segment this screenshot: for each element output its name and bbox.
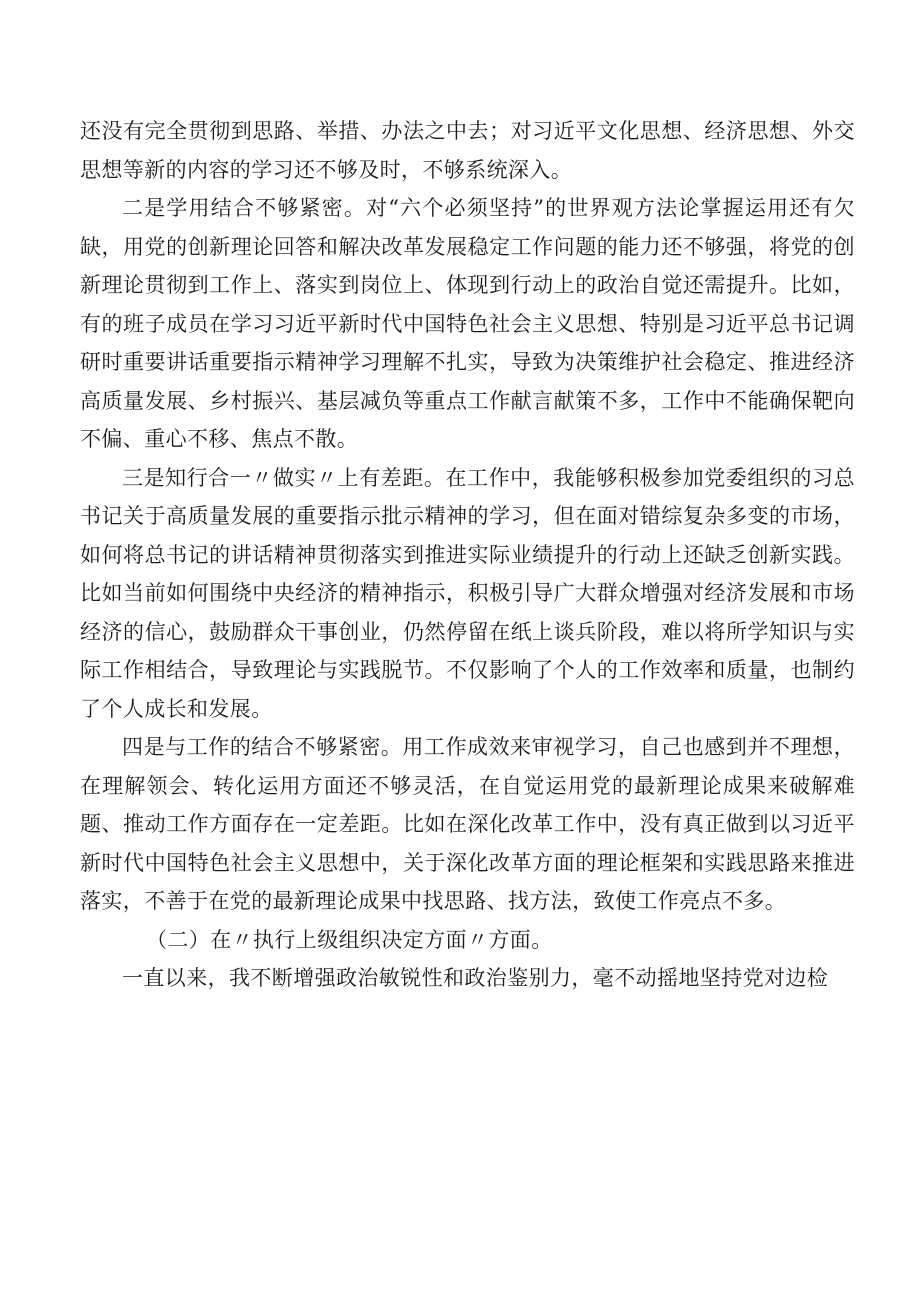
- paragraph-continuation: 还没有完全贯彻到思路、举措、办法之中去；对习近平文化思想、经济思想、外交思想等新的内容的学习还不够及时，不够系统深入。: [80, 119, 855, 182]
- document-page: [80, 112, 855, 998]
- paragraph-section-intro: 一直以来，我不断增强政治敏锐性和政治鉴别力，毫不动摇地坚持党对边检: [122, 966, 829, 990]
- section-subheading: （二）在〃执行上级组织决定方面〃方面。: [146, 927, 553, 952]
- paragraph-point-three: 三是知行合一〃做实〃上有差距。在工作中，我能够积极参加党委组织的习总书记关于高质量发展的重要指示批示精神的学习，但在面对错综复杂多变的市场，如何将总书记的讲话精神贯彻落实到推进实际业绩提升的行动上还缺乏创新实践。比如当前如何围绕中央经济的精神指示，积极引导广大群众增强对经济发展和市场经济的信心，鼓励群众干事创业，仍然停留在纸上谈兵阶段，难以将所学知识与实际工作相结合，导致理论与实践脱节。不仅影响了个人的工作效率和质量，也制约了个人成长和发展。: [80, 465, 855, 721]
- paragraph-point-four: 四是与工作的结合不够紧密。用工作成效来审视学习，自己也感到并不理想，在理解领会、转化运用方面还不够灵活，在自觉运用党的最新理论成果来破解难题、推动工作方面存在一定差距。比如在深化改革工作中，没有真正做到以习近平新时代中国特色社会主义思想中，关于深化改革方面的理论框架和实践思路来推进落实，不善于在党的最新理论成果中找思路、找方法，致使工作亮点不多。: [80, 735, 855, 913]
- paragraph-point-two: 二是学用结合不够紧密。对“六个必须坚持”的世界观方法论掌握运用还有欠缺，用党的创新理论回答和解决改革发展稳定工作问题的能力还不够强，将党的创新理论贯彻到工作上、落实到岗位上、体现到行动上的政治自觉还需提升。比如，有的班子成员在学习习近平新时代中国特色社会主义思想、特别是习近平总书记调研时重要讲话重要指示精神学习理解不扎实，导致为决策维护社会稳定、推进经济高质量发展、乡村振兴、基层减负等重点工作献言献策不多，工作中不能确保靶向不偏、重心不移、焦点不散。: [80, 196, 855, 451]
